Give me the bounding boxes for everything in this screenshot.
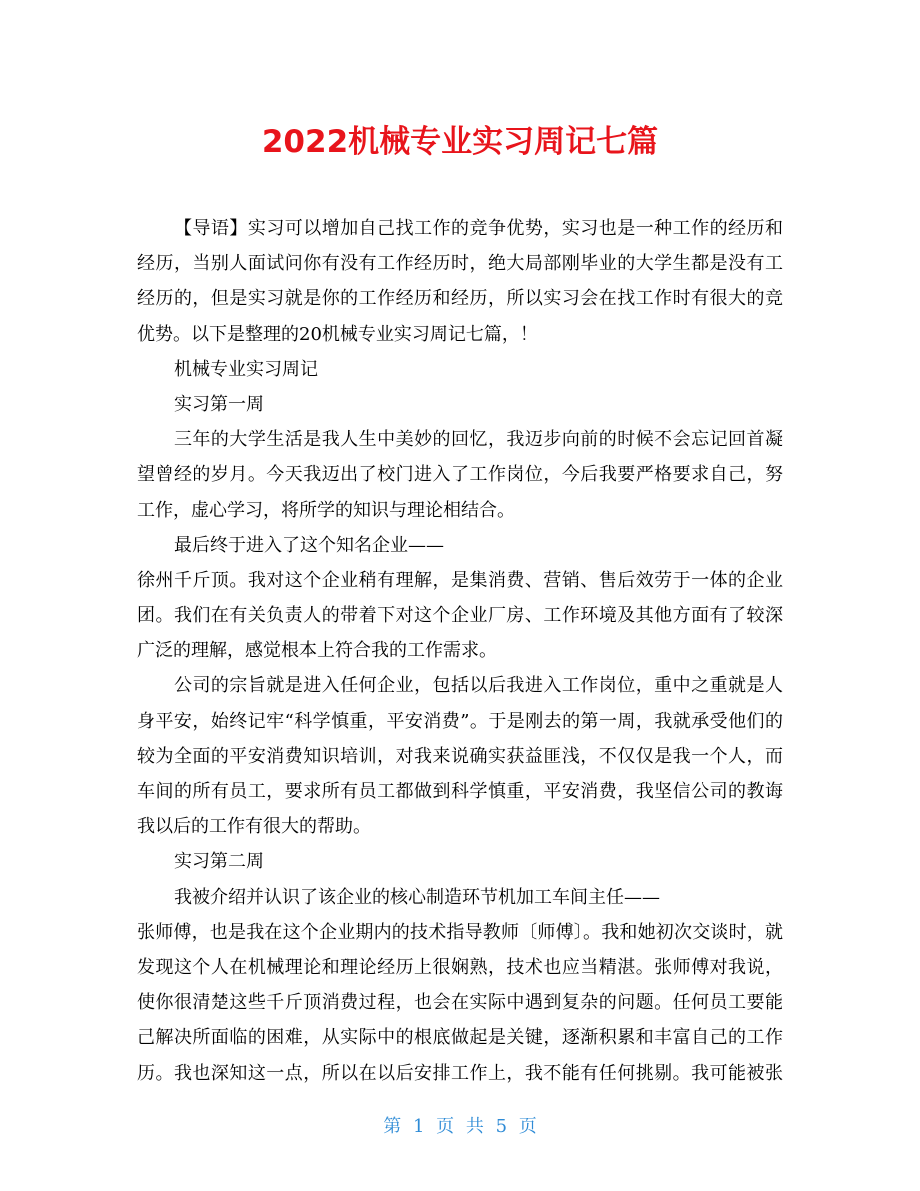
text-line: 张师傅，也是我在这个企业期内的技术指导教师〔师傅〕。我和她初次交谈时，就 [137,921,783,943]
text-line: 历。我也深知这一点，所以在以后安排工作上，我不能有任何挑剔。我可能被张 [137,1062,783,1084]
text-line: 身平安，始终记牢“科学慎重，平安消费”。于是刚去的第一周，我就承受他们的 [137,710,783,732]
text-line: 使你很清楚这些千斤顶消费过程，也会在实际中遇到复杂的问题。任何员工要能 [137,992,783,1014]
text-line: 徐州千斤顶。我对这个企业稍有理解，是集消费、营销、售后效劳于一体的企业 [137,569,783,591]
text-line: 工作，虚心学习，将所学的知识与理论相结合。 [137,499,515,521]
document-body [137,211,783,1091]
text-line: 公司的宗旨就是进入任何企业，包括以后我进入工作岗位，重中之重就是人 [174,675,783,697]
text-line: 发现这个人在机械理论和理论经历上很娴熟，技术也应当精湛。张师傅对我说， [137,956,783,978]
text-line: 经历的，但是实习就是你的工作经历和经历，所以实习会在找工作时有很大的竞 [137,288,783,310]
text-line: 优势。以下是整理的20机械专业实习周记七篇，！ [137,323,538,345]
document-title: 2022机械专业实习周记七篇 [261,124,659,160]
text-line: 最后终于进入了这个知名企业—— [174,534,444,556]
text-line: 我以后的工作有很大的帮助。 [137,816,371,838]
text-line: 团。我们在有关负责人的带着下对这个企业厂房、工作环境及其他方面有了较深 [137,605,783,627]
text-line: 车间的所有员工，要求所有员工都做到科学慎重，平安消费，我坚信公司的教诲 [137,781,783,802]
text-line: 较为全面的平安消费知识培训，对我来说确实获益匪浅，不仅仅是我一个人，而 [137,745,783,767]
text-line: 【导语】实习可以增加自己找工作的竞争优势，实习也是一种工作的经历和 [174,218,783,239]
text-line: 广泛的理解，感觉根本上符合我的工作需求。 [137,640,497,662]
text-line: 三年的大学生活是我人生中美妙的回忆，我迈步向前的时候不会忘记回首凝 [174,429,783,451]
text-line: 己解决所面临的困难，从实际中的根底做起是关键，逐渐积累和丰富自己的工作 [137,1027,783,1049]
text-line: 经历，当别人面试问你有没有工作经历时，绝大局部刚毕业的大学生都是没有工 [137,253,783,275]
text-line: 机械专业实习周记 [174,358,318,380]
text-line: 实习第一周 [174,393,264,415]
text-line: 实习第二周 [174,851,264,873]
text-line: 望曾经的岁月。今天我迈出了校门进入了工作岗位，今后我要严格要求自己，努 [137,464,783,486]
text-line: 我被介绍并认识了该企业的核心制造环节机加工车间主任—— [174,886,660,908]
page-number-footer: 第 1 页 共 5 页 [383,1116,537,1137]
